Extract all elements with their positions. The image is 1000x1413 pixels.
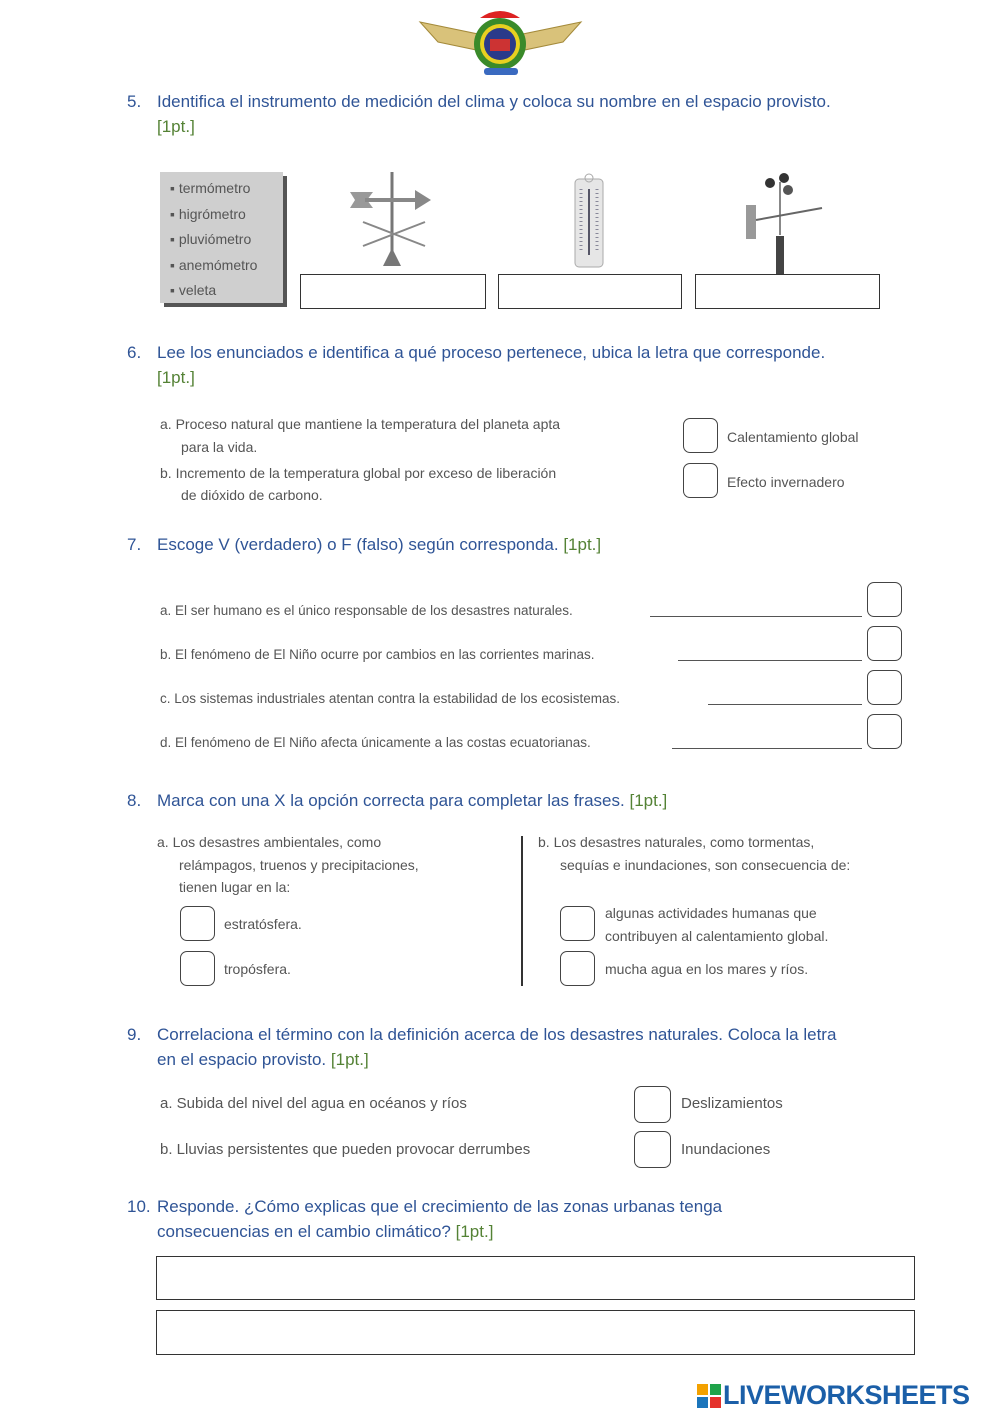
- choice-label: Efecto invernadero: [727, 474, 845, 490]
- statement-d: d. El fenómeno de El Niño afecta únicamente a las costas ecuatorianas.: [160, 735, 591, 750]
- question-number: 8.: [127, 791, 142, 810]
- vf-box-b[interactable]: [867, 626, 902, 661]
- statement-b-cont: de dióxido de carbono.: [181, 487, 323, 503]
- column-divider: [521, 836, 523, 986]
- answer-field-anemometer[interactable]: [695, 274, 880, 309]
- instrument-options-box: [160, 172, 283, 303]
- question-text: Lee los enunciados e identifica a qué proceso pertenece, ubica la letra que corresponde.: [157, 343, 826, 362]
- question-text: Escoge V (verdadero) o F (falso) según corresponda.: [157, 535, 559, 554]
- points-label: [1pt.]: [157, 368, 195, 387]
- statement-c: c. Los sistemas industriales atentan contra la estabilidad de los ecosistemas.: [160, 691, 620, 706]
- dotted-line: [708, 704, 862, 705]
- question-number: 9.: [127, 1025, 142, 1044]
- points-label: [1pt.]: [563, 535, 602, 554]
- question-5: [127, 89, 837, 139]
- question-number: 7.: [127, 535, 142, 554]
- brand-text: LIVEWORKSHEETS: [723, 1380, 970, 1410]
- question-number: 10.: [127, 1197, 151, 1216]
- answer-field-2[interactable]: [156, 1310, 915, 1355]
- dotted-line: [672, 748, 862, 749]
- answer-box-calentamiento[interactable]: [683, 418, 718, 453]
- statement-a-cont: para la vida.: [181, 439, 258, 455]
- liveworksheets-logo: [697, 1380, 970, 1411]
- statement-a: a. El ser humano es el único responsable de los desastres naturales.: [160, 603, 573, 618]
- vf-box-d[interactable]: [867, 714, 902, 749]
- question-9: [127, 1022, 857, 1072]
- points-label: [1pt.]: [629, 791, 668, 810]
- term-label: Deslizamientos: [681, 1095, 783, 1112]
- points-label: [1pt.]: [455, 1222, 494, 1241]
- part-a-text: a. Los desastres ambientales, como: [157, 834, 382, 850]
- checkbox-actividades[interactable]: [560, 906, 595, 941]
- definition-a: a. Subida del nivel del agua en océanos y ríos: [160, 1095, 467, 1112]
- checkbox-estratosfera[interactable]: [180, 906, 215, 941]
- question-8: [127, 788, 857, 813]
- question-10: [127, 1194, 797, 1244]
- dotted-line: [678, 660, 862, 661]
- statement-b: b. Incremento de la temperatura global por exceso de liberación: [160, 465, 557, 481]
- term-label: Inundaciones: [681, 1141, 771, 1158]
- option-item: ▪ termómetro: [170, 180, 251, 196]
- question-text: Marca con una X la opción correcta para completar las frases.: [157, 791, 625, 810]
- question-6: [127, 340, 837, 390]
- option-label: estratósfera.: [224, 916, 302, 932]
- checkbox-agua[interactable]: [560, 951, 595, 986]
- answer-field-vane[interactable]: [300, 274, 486, 309]
- option-label: mucha agua en los mares y ríos.: [605, 961, 809, 977]
- checkbox-troposfera[interactable]: [180, 951, 215, 986]
- dotted-line: [650, 616, 862, 617]
- weather-vane-image: [345, 170, 440, 272]
- question-text: Responde. ¿Cómo explicas que el crecimiento de las zonas urbanas tenga consecuencias en el cambio climático?: [157, 1197, 723, 1241]
- liveworksheets-icon: [697, 1384, 721, 1408]
- vf-box-a[interactable]: [867, 582, 902, 617]
- statement-a: a. Proceso natural que mantiene la temperatura del planeta apta: [160, 416, 561, 432]
- part-b-text: sequías e inundaciones, son consecuencia de:: [560, 857, 851, 873]
- option-label: tropósfera.: [224, 961, 291, 977]
- anemometer-image: [740, 170, 830, 274]
- statement-b: b. El fenómeno de El Niño ocurre por cambios en las corrientes marinas.: [160, 647, 595, 662]
- question-text: Correlaciona el término con la definición acerca de los desastres naturales. Coloca la letra en el espacio provisto.: [157, 1025, 837, 1069]
- answer-box-deslizamientos[interactable]: [634, 1086, 671, 1123]
- part-a-text: relámpagos, truenos y precipitaciones,: [179, 857, 419, 873]
- option-label: algunas actividades humanas que: [605, 905, 817, 921]
- question-text: Identifica el instrumento de medición del clima y coloca su nombre en el espacio provisto.: [157, 92, 831, 111]
- answer-field-thermometer[interactable]: [498, 274, 682, 309]
- question-number: 5.: [127, 92, 142, 111]
- option-item: ▪ pluviómetro: [170, 231, 252, 247]
- answer-field-1[interactable]: [156, 1256, 915, 1300]
- part-b-text: b. Los desastres naturales, como tormentas,: [538, 834, 815, 850]
- option-item: ▪ veleta: [170, 282, 217, 298]
- points-label: [1pt.]: [157, 117, 195, 136]
- answer-box-efecto[interactable]: [683, 463, 718, 498]
- vf-box-c[interactable]: [867, 670, 902, 705]
- choice-label: Calentamiento global: [727, 429, 859, 445]
- option-label: contribuyen al calentamiento global.: [605, 928, 829, 944]
- part-a-text: tienen lugar en la:: [179, 879, 291, 895]
- school-crest-logo: [418, 4, 583, 80]
- question-7: [127, 532, 857, 557]
- definition-b: b. Lluvias persistentes que pueden provocar derrumbes: [160, 1141, 531, 1158]
- option-item: ▪ higrómetro: [170, 205, 246, 222]
- thermometer-image: [572, 173, 607, 269]
- answer-box-inundaciones[interactable]: [634, 1131, 671, 1168]
- question-number: 6.: [127, 343, 142, 362]
- option-item: ▪ anemómetro: [170, 256, 258, 273]
- points-label: [1pt.]: [330, 1050, 369, 1069]
